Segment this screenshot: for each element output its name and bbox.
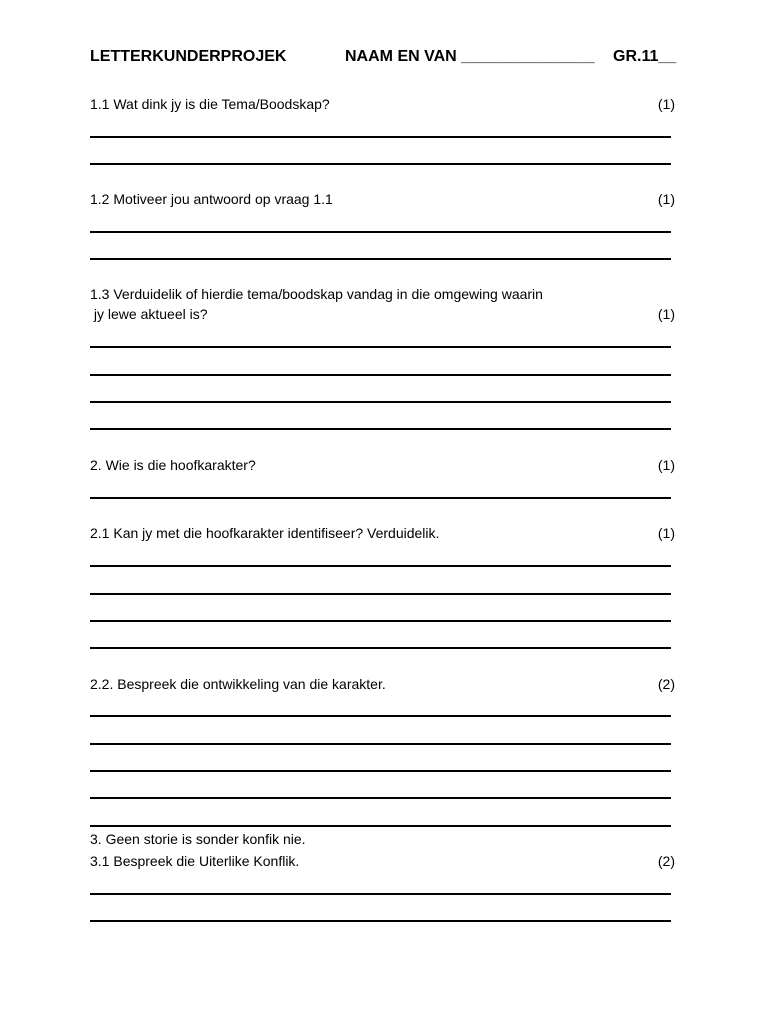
- question-1-3-line-1: 1.3 Verduidelik of hierdie tema/boodskap vandag in die omgewing waarin: [90, 286, 543, 302]
- answer-line[interactable]: [90, 620, 671, 622]
- answer-line[interactable]: [90, 797, 671, 799]
- answer-line[interactable]: [90, 893, 671, 895]
- question-3-1-mark: (2): [657, 853, 675, 869]
- question-3-intro: 3. Geen storie is sonder konfik nie.: [90, 831, 306, 847]
- question-1-3-mark: (1): [657, 306, 675, 322]
- answer-line[interactable]: [90, 231, 671, 233]
- answer-line[interactable]: [90, 497, 671, 499]
- answer-line[interactable]: [90, 163, 671, 165]
- question-2: 2. Wie is die hoofkarakter?: [90, 457, 256, 473]
- question-1-2-mark: (1): [657, 191, 675, 207]
- answer-line[interactable]: [90, 770, 671, 772]
- answer-line[interactable]: [90, 136, 671, 138]
- answer-line[interactable]: [90, 565, 671, 567]
- question-1-3-line-2: jy lewe aktueel is?: [90, 306, 208, 322]
- worksheet-title: LETTERKUNDERPROJEK: [90, 48, 287, 65]
- question-1-1: 1.1 Wat dink jy is die Tema/Boodskap?: [90, 96, 330, 112]
- question-1-1-mark: (1): [657, 96, 675, 112]
- answer-line[interactable]: [90, 374, 671, 376]
- answer-line[interactable]: [90, 743, 671, 745]
- grade-field-label: GR.11__: [613, 48, 677, 65]
- answer-line[interactable]: [90, 647, 671, 649]
- question-2-2-mark: (2): [657, 676, 675, 692]
- answer-line[interactable]: [90, 346, 671, 348]
- answer-line[interactable]: [90, 401, 671, 403]
- answer-line[interactable]: [90, 258, 671, 260]
- answer-line[interactable]: [90, 920, 671, 922]
- answer-line[interactable]: [90, 715, 671, 717]
- question-1-2: 1.2 Motiveer jou antwoord op vraag 1.1: [90, 191, 333, 207]
- answer-line[interactable]: [90, 428, 671, 430]
- name-surname-field-label: NAAM EN VAN _______________: [345, 48, 595, 65]
- answer-line[interactable]: [90, 825, 671, 827]
- question-3-1: 3.1 Bespreek die Uiterlike Konflik.: [90, 853, 300, 869]
- answer-line[interactable]: [90, 593, 671, 595]
- question-2-mark: (1): [657, 457, 675, 473]
- question-2-1: 2.1 Kan jy met die hoofkarakter identifiseer? Verduidelik.: [90, 525, 440, 541]
- question-2-1-mark: (1): [657, 525, 675, 541]
- question-2-2: 2.2. Bespreek die ontwikkeling van die karakter.: [90, 676, 386, 692]
